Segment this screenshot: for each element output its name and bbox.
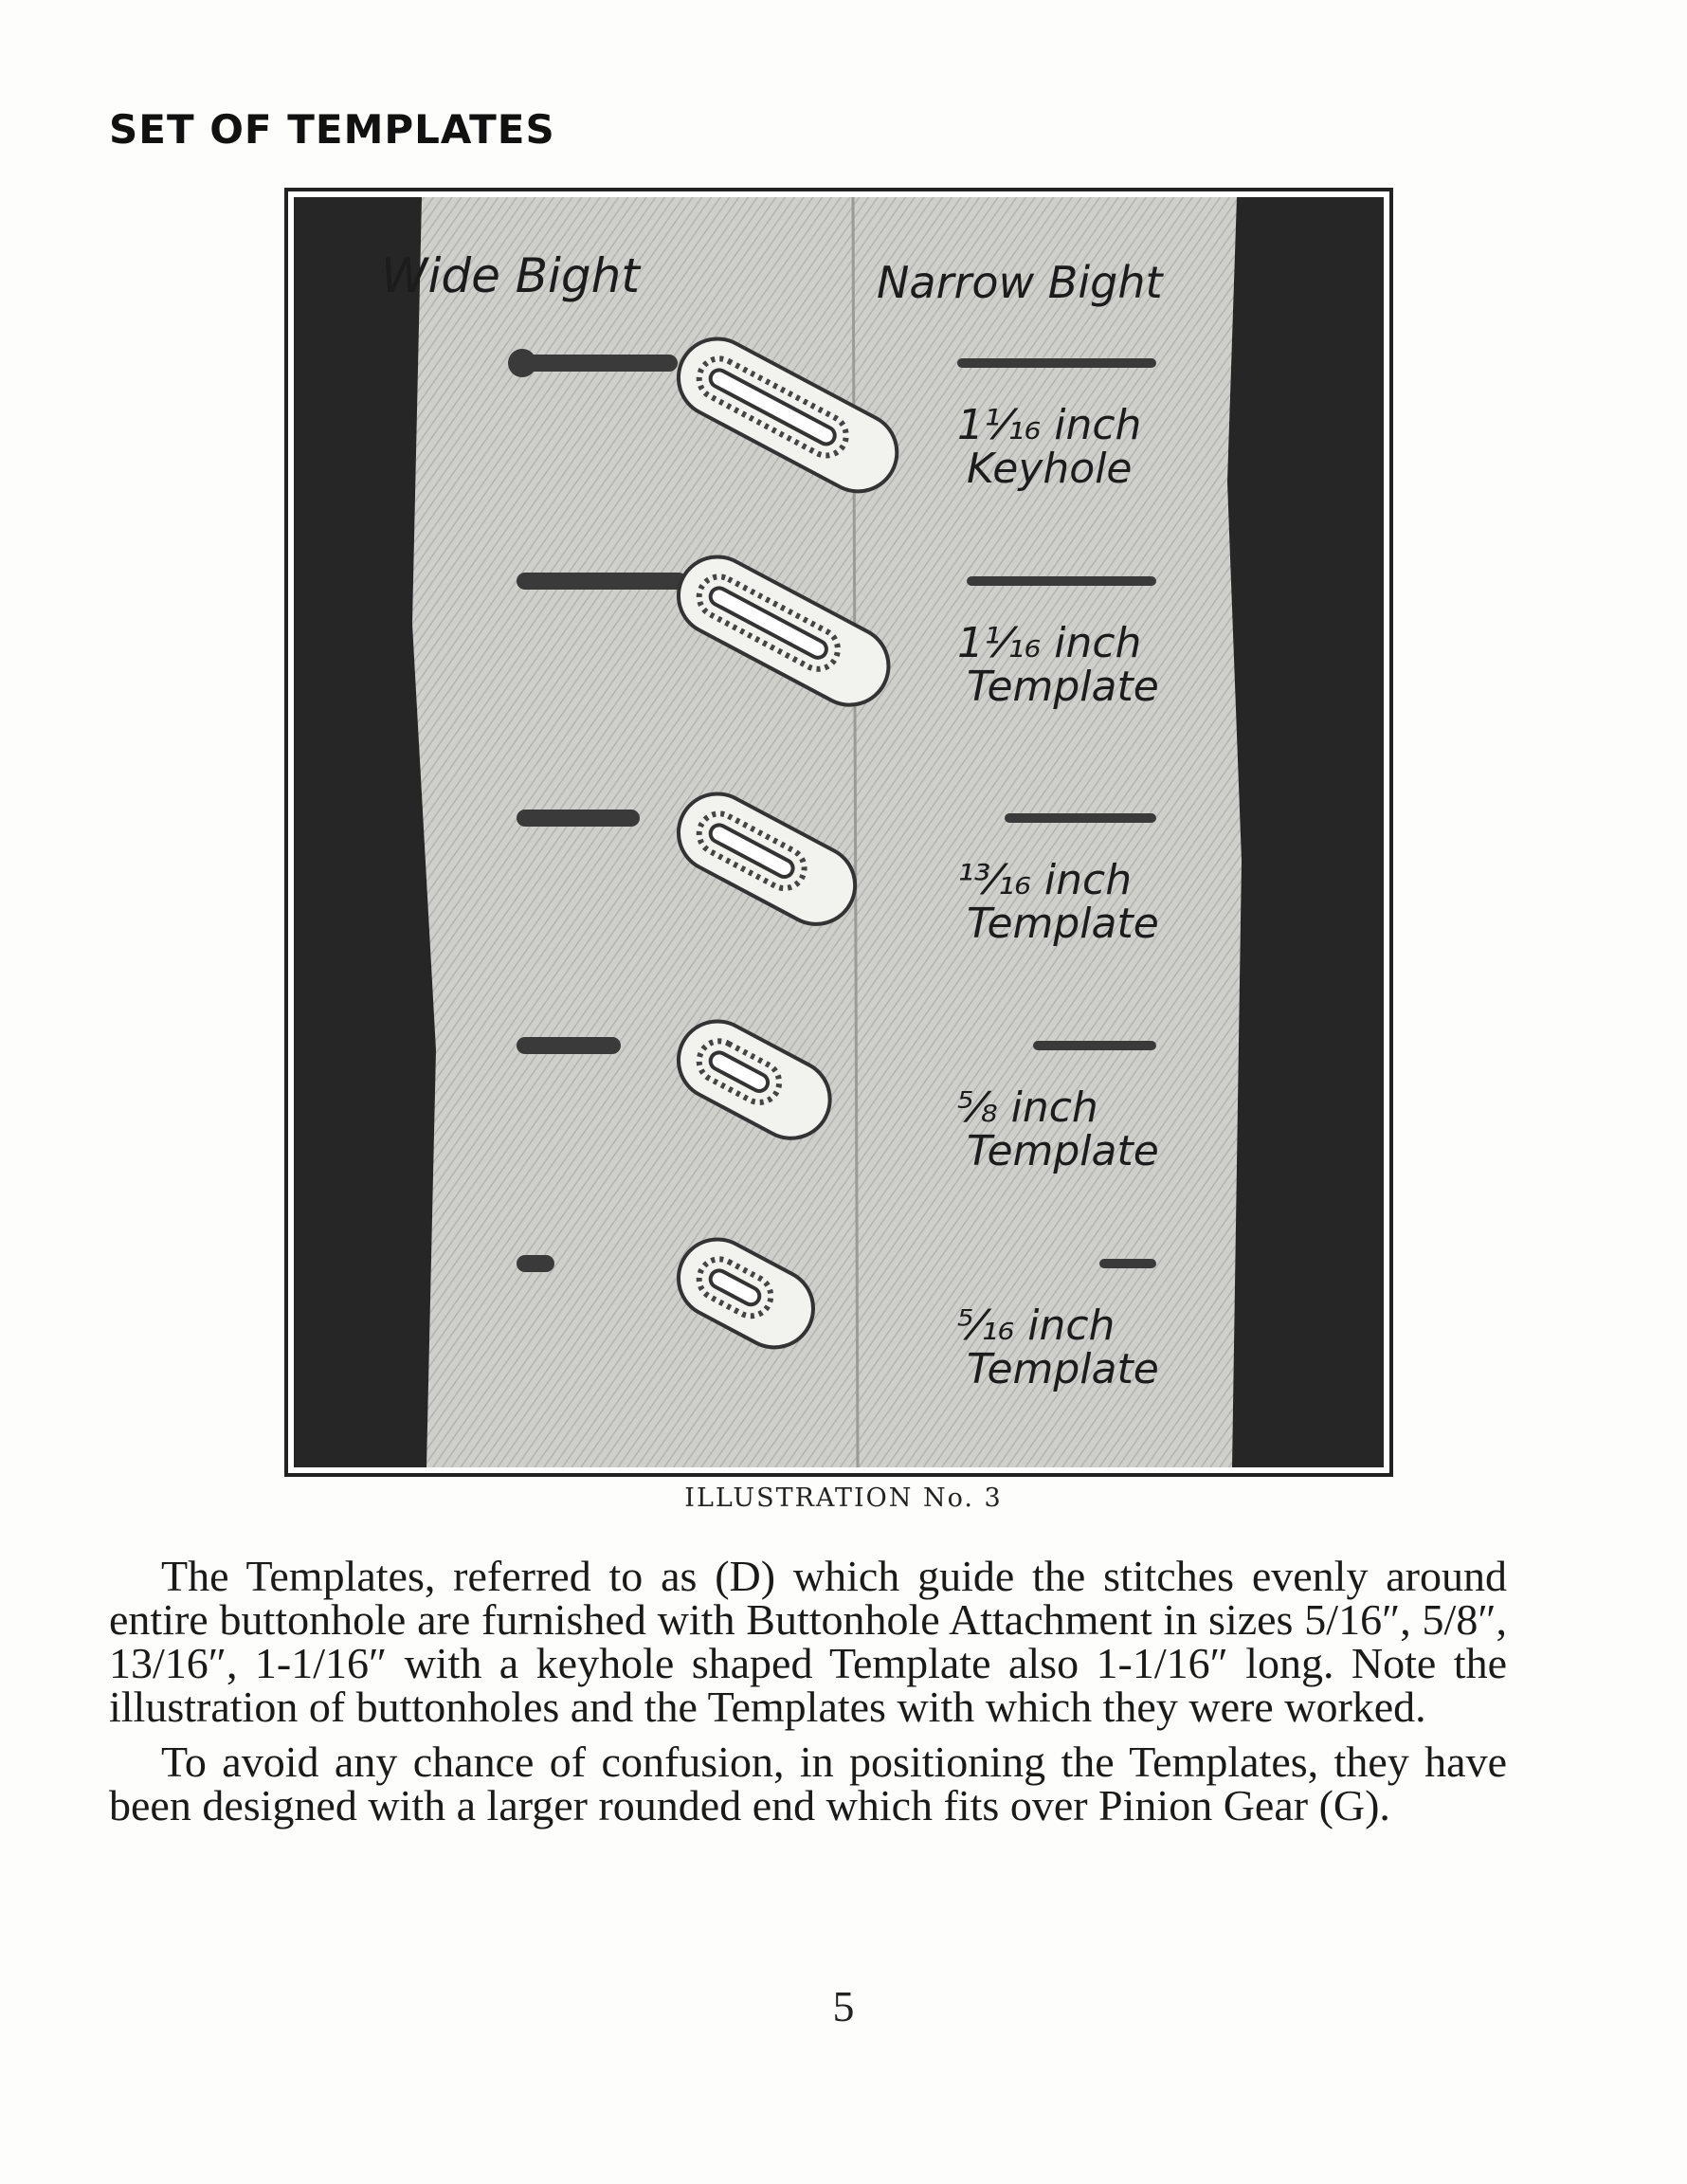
template-kind-label: Template [967,1345,1159,1393]
page-number: 5 [832,1982,855,2030]
template-kind-label: Template [967,900,1159,948]
wide-buttonhole [517,1037,621,1054]
narrow-buttonhole [957,358,1156,368]
template-kind-label: Keyhole [967,445,1133,493]
wide-buttonhole [517,1255,554,1272]
template-size-label: 1¹⁄₁₆ inch [957,401,1142,449]
paragraph: The Templates, referred to as (D) which guide the stitches evenly around entire buttonhole are furnished with Buttonhole Attachment in sizes 5/16″, 5/8″, 13/16″, 1-1/16″ with a keyhole shaped Template also 1-1/16″ long. Note the illustration of buttonholes and the Templates with which they were worked. [109,1552,1507,1731]
template-size-label: 1¹⁄₁₆ inch [957,619,1142,667]
wide-buttonhole [517,810,640,827]
narrow-buttonhole [1005,813,1156,823]
narrow-buttonhole [1099,1259,1156,1268]
narrow-bight-label: Narrow Bight [877,257,1163,308]
wide-buttonhole [517,573,687,590]
wide-bight-label: Wide Bight [381,248,640,303]
narrow-buttonhole [1033,1041,1156,1050]
fabric-strip [412,197,1242,1467]
paragraph: To avoid any chance of confusion, in positioning the Templates, they have been designed with a larger rounded end which fits over Pinion Gear (G). [109,1738,1507,1829]
illustration-figure [284,188,1393,1477]
template-kind-label: Template [967,1127,1159,1175]
narrow-buttonhole [967,576,1156,586]
template-kind-label: Template [967,663,1159,711]
illustration-drawing [294,197,1384,1467]
keyhole-end [508,349,536,377]
template-size-label: ⁵⁄₁₆ inch [957,1301,1116,1350]
template-size-label: ¹³⁄₁₆ inch [957,856,1133,904]
page-heading: SET OF TEMPLATES [109,106,555,153]
body-text [109,1552,1507,1839]
template-size-label: ⅝ inch [957,1083,1098,1132]
wide-buttonhole [517,355,678,372]
figure-caption: ILLUSTRATION No. 3 [684,1483,1003,1513]
